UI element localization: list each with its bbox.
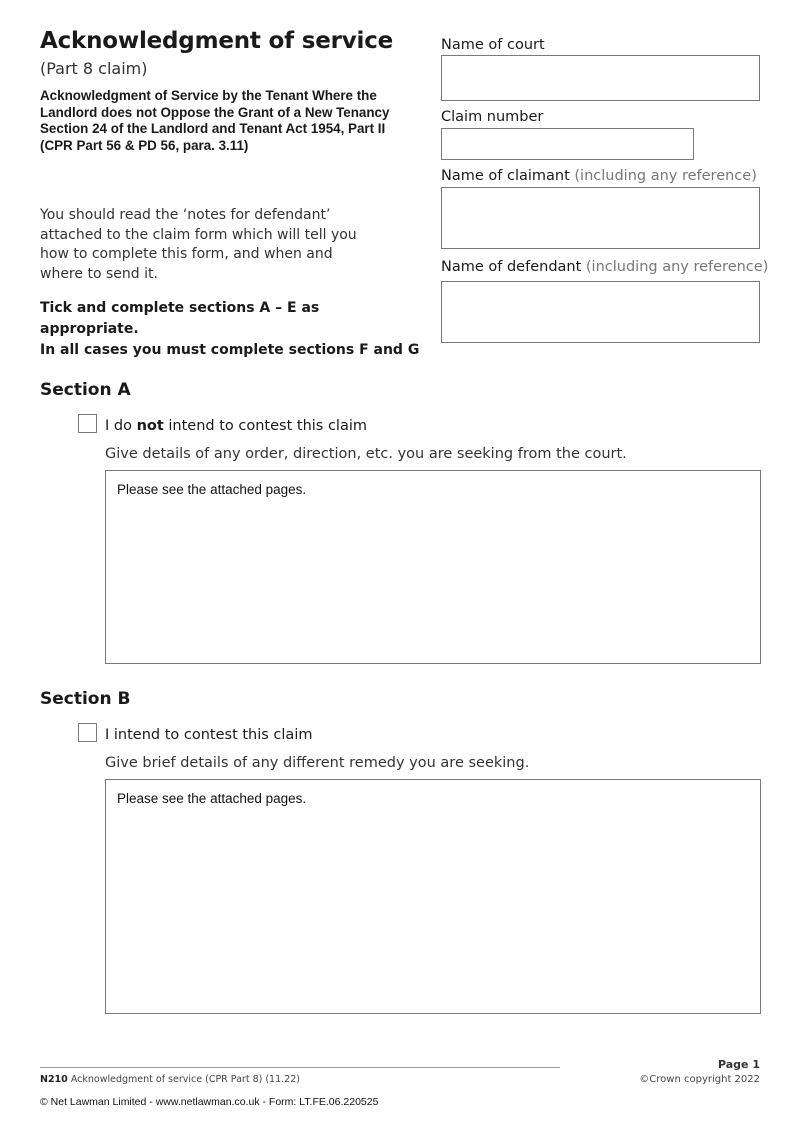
defendant-label (441, 259, 768, 275)
section-a-details-text: Please see the attached pages. (117, 482, 307, 497)
claimant-name-field[interactable] (441, 187, 760, 249)
form-code: N210 (40, 1074, 68, 1085)
description-line: Landlord does not Oppose the Grant of a New Tenancy (40, 104, 390, 120)
form-description (40, 88, 420, 154)
notes-line: You should read the ‘notes for defendant’ (40, 207, 331, 223)
page-number: Page 1 (717, 1058, 760, 1071)
section-b-details-field[interactable] (105, 779, 761, 1014)
form-subtitle: (Part 8 claim) (40, 59, 148, 78)
description-line: Acknowledgment of Service by the Tenant Where the (40, 88, 377, 103)
notes-line: attached to the claim form which will tell you (40, 226, 357, 243)
claimant-label-text: Name of claimant (441, 168, 570, 184)
crown-copyright: ©Crown copyright 2022 (639, 1074, 760, 1085)
footer-form-title: Acknowledgment of service (CPR Part 8) (11.22) (70, 1074, 300, 1085)
section-a-label-emphasis: not (136, 418, 164, 434)
footer-divider (40, 1067, 560, 1068)
section-b-instruction: Give brief details of any different remedy you are seeking. (105, 755, 530, 771)
section-a-checkbox-label (105, 418, 367, 434)
form-title: Acknowledgment of service (40, 28, 394, 54)
claimant-label-hint: (including any reference) (574, 168, 757, 184)
tick-line: Tick and complete sections A – E as appropriate. (40, 300, 320, 337)
court-name-field[interactable] (441, 55, 760, 101)
section-b-details-text: Please see the attached pages. (117, 791, 307, 806)
notes-line: how to complete this form, and when and (40, 246, 333, 262)
claim-number-field[interactable] (441, 128, 694, 160)
section-a-details-field[interactable] (105, 470, 761, 664)
description-line: Section 24 of the Landlord and Tenant Act 1954, Part II (40, 121, 386, 136)
court-label: Name of court (441, 37, 545, 53)
footer-form-id (40, 1074, 300, 1085)
defendant-label-text: Name of defendant (441, 259, 582, 275)
claim-number-label: Claim number (441, 109, 544, 125)
claimant-label (441, 168, 757, 184)
section-a-instruction: Give details of any order, direction, etc. you are seeking from the court. (105, 446, 627, 462)
description-line: (CPR Part 56 & PD 56, para. 3.11) (40, 137, 249, 153)
notes-text (40, 206, 380, 284)
section-b-heading: Section B (40, 689, 131, 709)
defendant-label-hint: (including any reference) (585, 259, 769, 275)
tick-instructions (40, 298, 420, 361)
notes-line: where to send it. (40, 265, 158, 282)
section-a-label-pre: I do (105, 418, 137, 434)
section-a-checkbox[interactable] (78, 414, 97, 433)
defendant-name-field[interactable] (441, 281, 760, 343)
section-b-checkbox-label: I intend to contest this claim (105, 727, 313, 743)
section-a-heading: Section A (40, 380, 131, 400)
section-a-label-post: intend to contest this claim (163, 418, 367, 434)
tick-line: In all cases you must complete sections F and G (40, 342, 420, 358)
netlawman-notice: © Net Lawman Limited - www.netlawman.co.uk - Form: LT.FE.06.220525 (40, 1096, 379, 1108)
section-b-checkbox[interactable] (78, 723, 97, 742)
